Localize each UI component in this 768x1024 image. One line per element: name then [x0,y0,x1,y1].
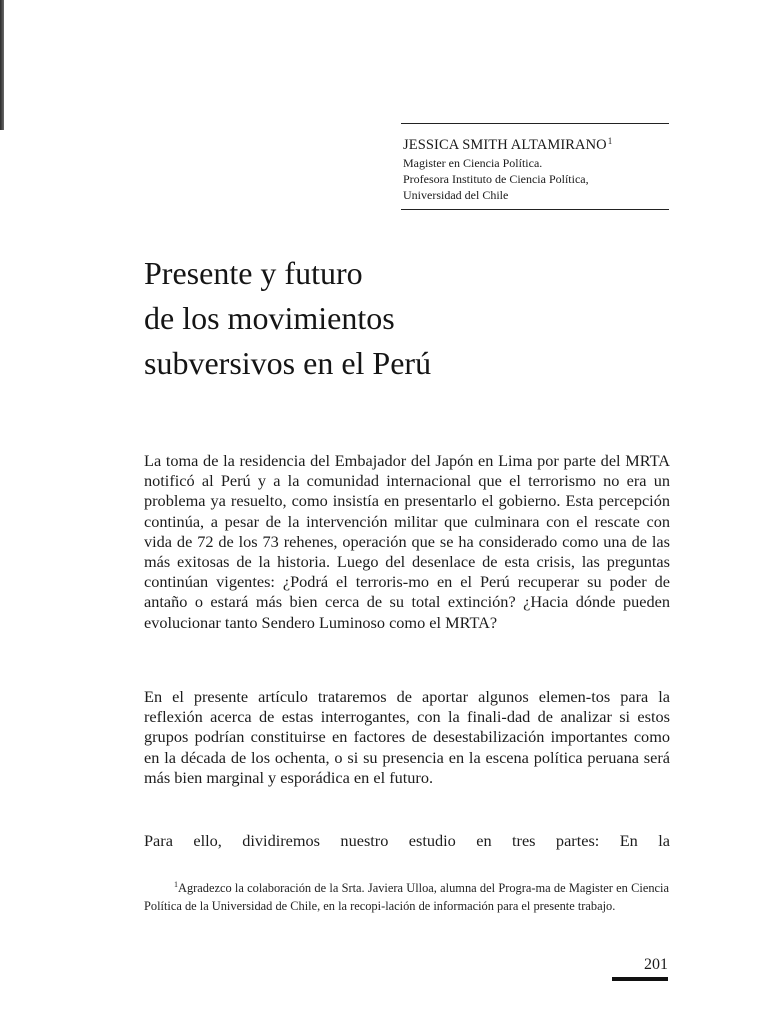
footnote [144,876,669,915]
footnote-marker: 1 [174,880,178,889]
page-number-rule [612,977,668,981]
author-footnote-marker: 1 [607,136,613,146]
author-name-line [403,132,669,155]
author-name: JESSICA SMITH ALTAMIRANO [403,137,607,153]
author-position: Profesora Instituto de Ciencia Política, [403,172,589,186]
author-institution: Universidad del Chile [403,188,509,202]
body-paragraph-1: La toma de la residencia del Embajador del Japón en Lima por parte del MRTA notificó al Perú y a la comunidad internacional que el terrorismo no era un problema ya resuelto, como insistía en presentarlo el gobierno. Esta percepción continúa, a pesar de la intervención militar que culminara con el rescate con vida de 72 de los 73 rehenes, operación que se ha considerado como una de las más exitosas de la historia. Luego del desenlace de esta crisis, las preguntas continúan vigentes: ¿Podrá el terroris-mo en el Perú recuperar su poder de antaño o estará más bien cerca de su total extinción? ¿Hacia dónde pueden evolucionar tanto Sendero Luminoso como el MRTA? [144,451,670,632]
author-degree: Magister en Ciencia Política. [403,156,543,170]
article-title [144,251,684,386]
body-paragraph-2: En el presente artículo trataremos de aportar algunos elemen-tos para la reflexión acerca de estas interrogantes, con la finali-dad de analizar si estos grupos podrían constituirse en factores de desestabilización importantes como en la década de los ochenta, o si su presencia en la escena política peruana será más bien marginal y esporádica en el futuro. [144,687,670,787]
author-block [401,123,669,210]
body-paragraph-3: Para ello, dividiremos nuestro estudio en tres partes: En la [144,831,670,850]
page-number: 201 [644,956,668,973]
footnote-text: Agradezco la colaboración de la Srta. Javiera Ulloa, alumna del Progra-ma de Magister en Ciencia Política de la Universidad de Chile, en la recopi-lación de información para el presente trabajo. [144,881,669,913]
title-line-3: subversivos en el Perú [144,345,432,381]
title-line-2: de los movimientos [144,300,395,336]
title-line-1: Presente y futuro [144,255,363,291]
scan-edge-mark [0,0,4,130]
